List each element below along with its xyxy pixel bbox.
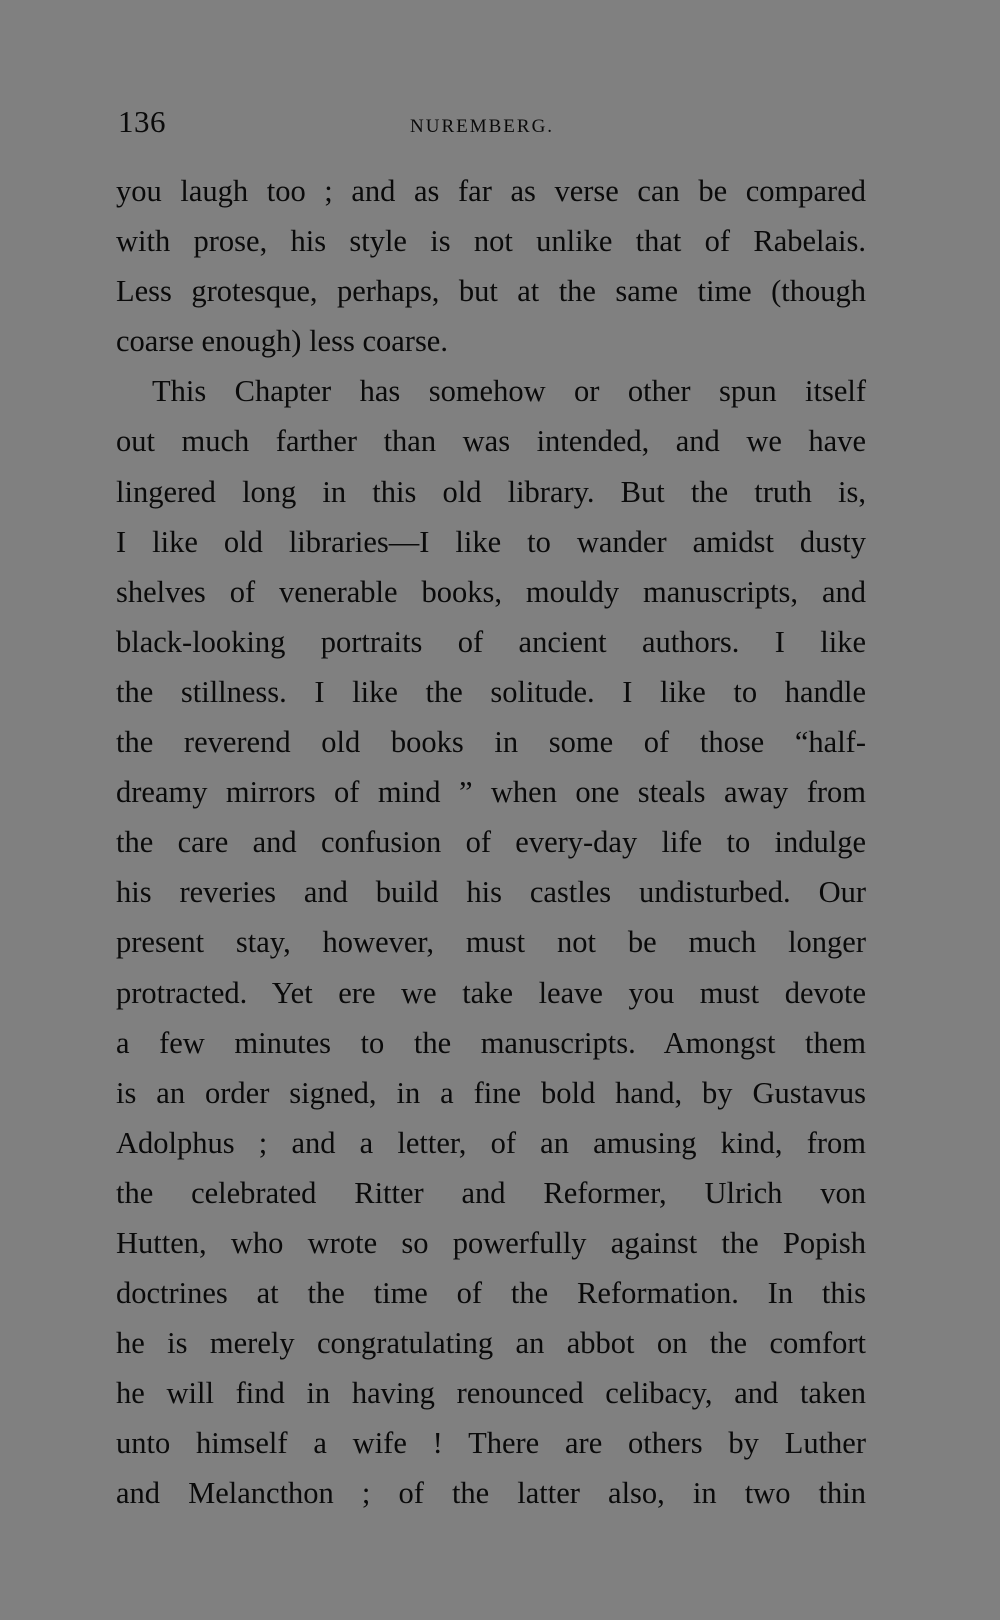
- text-line: the stillness. I like the solitude. I like to handle: [116, 674, 866, 709]
- text-line: present stay, however, must not be much longer: [116, 925, 866, 960]
- text-line: I like old libraries—I like to wander amidst dusty: [116, 524, 866, 559]
- text-line: out much farther than was intended, and we have: [116, 424, 866, 459]
- text-line: dreamy mirrors of mind ” when one steals away from: [116, 775, 866, 810]
- text-line: the reverend old books in some of those “half-: [116, 725, 866, 760]
- paragraph-1: [116, 166, 866, 366]
- text-line: coarse enough) less coarse.: [116, 324, 448, 359]
- text-line: shelves of venerable books, mouldy manuscripts, and: [116, 574, 866, 609]
- text-line: he will find in having renounced celibacy, and taken: [116, 1376, 866, 1411]
- text-line: the care and confusion of every-day life to indulge: [116, 825, 866, 860]
- text-line: This Chapter has somehow or other spun itself: [152, 374, 866, 409]
- running-head: NUREMBERG.: [410, 116, 555, 137]
- text-line: is an order signed, in a fine bold hand, by Gustavus: [116, 1075, 866, 1110]
- text-line: Hutten, who wrote so powerfully against the Popish: [116, 1225, 866, 1260]
- text-line: the celebrated Ritter and Reformer, Ulrich von: [116, 1175, 866, 1210]
- text-line: and Melancthon ; of the latter also, in two thin: [116, 1476, 866, 1511]
- text-line: his reveries and build his castles undisturbed. Our: [116, 875, 866, 910]
- text-line: a few minutes to the manuscripts. Amongst them: [116, 1025, 866, 1060]
- body-text: [116, 166, 866, 1519]
- text-line: Less grotesque, perhaps, but at the same time (though: [116, 274, 866, 309]
- paragraph-2: [116, 366, 866, 1518]
- text-line: you laugh too ; and as far as verse can be compared: [116, 174, 866, 208]
- text-line: black-looking portraits of ancient authors. I like: [116, 624, 866, 659]
- text-line: he is merely congratulating an abbot on the comfort: [116, 1326, 866, 1361]
- text-line: unto himself a wife ! There are others by Luther: [116, 1426, 866, 1461]
- text-line: doctrines at the time of the Reformation. In this: [116, 1276, 866, 1311]
- text-line: protracted. Yet ere we take leave you must devote: [116, 975, 866, 1010]
- text-line: with prose, his style is not unlike that of Rabelais.: [116, 224, 866, 259]
- text-line: Adolphus ; and a letter, of an amusing kind, from: [116, 1125, 866, 1160]
- page-number: 136: [118, 104, 166, 139]
- text-line: lingered long in this old library. But the truth is,: [116, 474, 866, 509]
- page-header: [118, 104, 868, 144]
